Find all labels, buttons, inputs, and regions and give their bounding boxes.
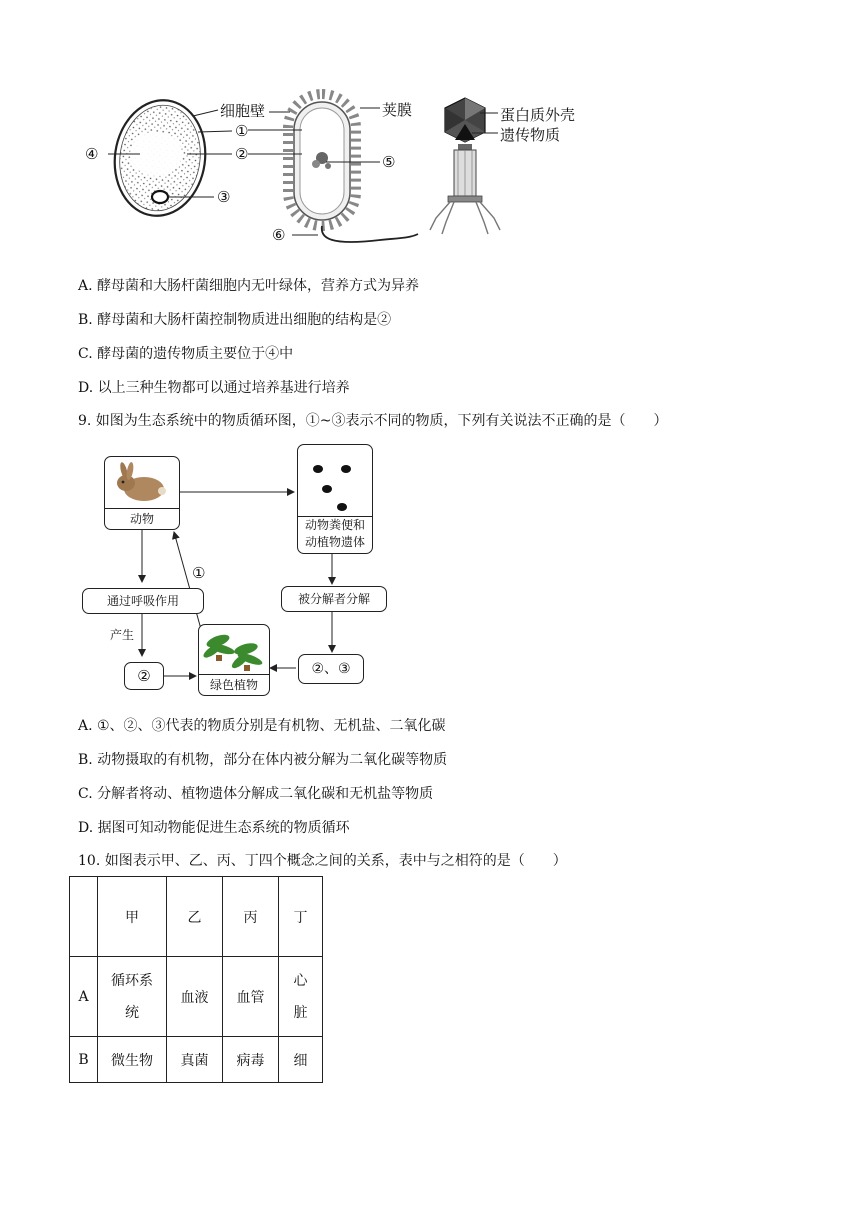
table-cell: 血管: [223, 957, 279, 1037]
table-header-cell: 丙: [223, 877, 279, 957]
table-row: [70, 1037, 323, 1083]
label-6: ⑥: [272, 226, 286, 244]
table-cell: 血液: [167, 957, 223, 1037]
table-cell: 病毒: [223, 1037, 279, 1083]
table-cell-line: 循环系: [111, 972, 153, 989]
table-cell-line: 脏: [293, 1004, 308, 1021]
animal-label: 动物: [105, 508, 179, 529]
table-row-label: A: [70, 957, 98, 1037]
q9-stem: 9. 如图为生态系统中的物质循环图，①~③表示不同的物质，下列有关说法不正确的是（ ）: [78, 413, 668, 429]
plant-card: [198, 624, 270, 696]
table-cell: [98, 957, 167, 1037]
table-cell: 微生物: [98, 1037, 167, 1083]
label-5: ⑤: [382, 153, 396, 171]
table-row: [70, 957, 323, 1037]
produce-label: 产生: [110, 628, 135, 642]
decomposer-box: 被分解者分解: [281, 586, 387, 612]
table-cell: [279, 957, 323, 1037]
plant-label: 绿色植物: [199, 674, 269, 695]
table-cell-line: 心: [293, 972, 308, 989]
waste-card: [297, 444, 373, 554]
table-header-cell: 乙: [167, 877, 223, 957]
figure-9: [76, 442, 376, 702]
label-genetic-material: 遗传物质: [500, 126, 561, 144]
label-protein-coat: 蛋白质外壳: [500, 106, 576, 124]
label-capsule: 荚膜: [382, 101, 413, 119]
label-cell-wall: 细胞壁: [220, 102, 266, 120]
waste-label-line1: 动物粪便和: [304, 518, 365, 532]
concept-table: [69, 876, 323, 1083]
respiration-box: 通过呼吸作用: [82, 588, 204, 614]
label-2: ②: [235, 145, 249, 163]
bacteriophage-icon: [430, 98, 500, 234]
table-cell: 真菌: [167, 1037, 223, 1083]
label-4: ④: [85, 145, 99, 163]
feces-dots-icon: [298, 445, 372, 515]
substance-23-box: ②、③: [298, 654, 364, 684]
waste-label: [298, 516, 372, 553]
waste-label-line2: 动植物遗体: [304, 535, 365, 549]
animal-card: [104, 456, 180, 530]
q10-stem: 10. 如图表示甲、乙、丙、丁四个概念之间的关系，表中与之相符的是（ ）: [78, 853, 567, 869]
table-header-cell: 丁: [279, 877, 323, 957]
q9-option-c: C. 分解者将动、植物遗体分解成二氧化碳和无机盐等物质: [78, 786, 434, 802]
label-3: ③: [217, 188, 231, 206]
figure-8: [80, 88, 600, 258]
q8-option-c: C. 酵母菌的遗传物质主要位于④中: [78, 346, 294, 362]
table-header-cell: 甲: [98, 877, 167, 957]
table-row-label: B: [70, 1037, 98, 1083]
q8-option-d: D. 以上三种生物都可以通过培养基进行培养: [78, 380, 350, 396]
fern-icon: [202, 627, 266, 673]
yeast-cell-icon: [107, 94, 212, 221]
q8-option-a: A. 酵母菌和大肠杆菌细胞内无叶绿体，营养方式为异养: [78, 278, 420, 294]
arrow-label-1: ①: [192, 564, 206, 582]
q9-option-b: B. 动物摄取的有机物，部分在体内被分解为二氧化碳等物质: [78, 752, 448, 768]
table-header-cell: [70, 877, 98, 957]
q9-option-d: D. 据图可知动物能促进生态系统的物质循环: [78, 820, 350, 836]
substance-2-box: ②: [124, 662, 164, 690]
table-cell: 细: [279, 1037, 323, 1083]
table-cell-line: 统: [125, 1004, 139, 1021]
label-1: ①: [235, 122, 249, 140]
rabbit-icon: [112, 461, 172, 505]
table-header-row: [70, 877, 323, 957]
q8-option-b: B. 酵母菌和大肠杆菌控制物质进出细胞的结构是②: [78, 312, 392, 328]
q9-option-a: A. ①、②、③代表的物质分别是有机物、无机盐、二氧化碳: [78, 718, 446, 734]
